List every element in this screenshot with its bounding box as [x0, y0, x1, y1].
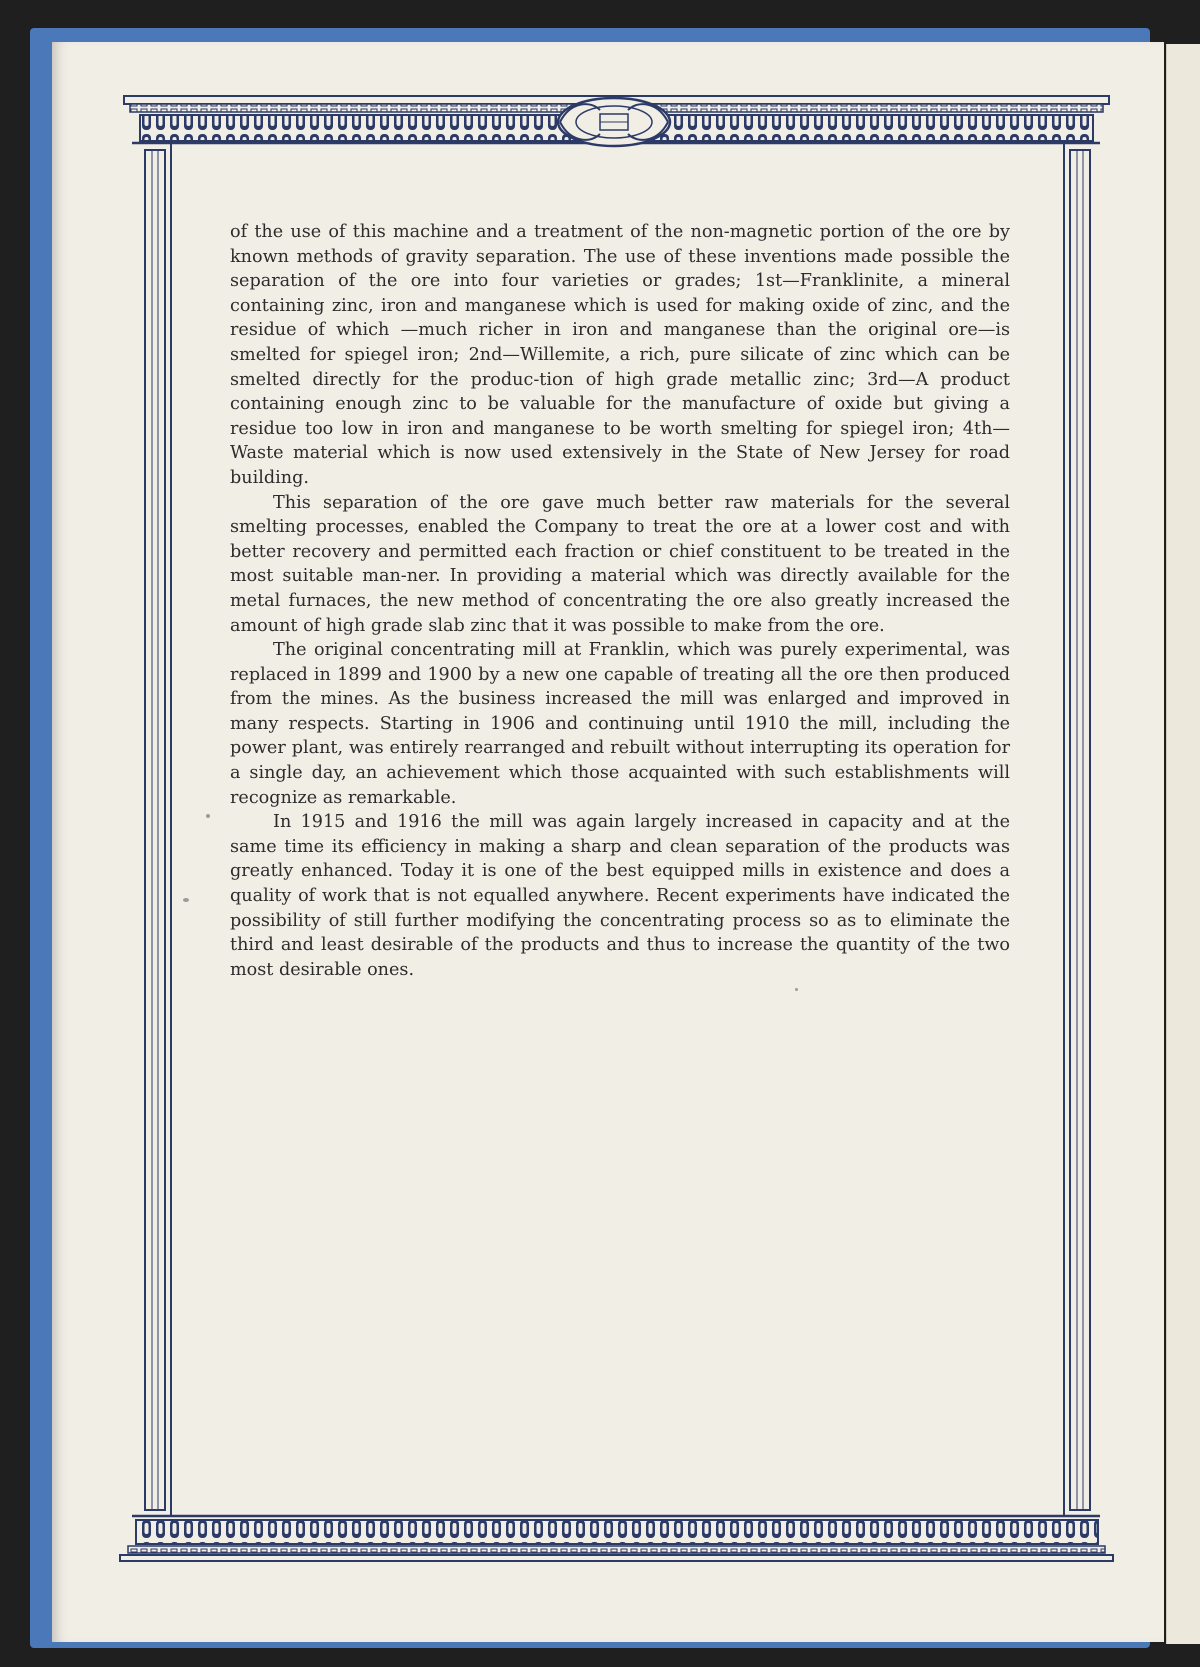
paragraph: This separation of the ore gave much better raw materials for the several smelting processes, enabled the Company to treat the ore at a lower cost and with better recovery and permitted each fraction or chief constituent to be treated in the most suitable man-ner. In providing a material which was directly available for the metal furnaces, the new method of concentrating the ore also greatly increased the amount of high grade slab zinc that it was possible to make from the ore. — [230, 492, 1010, 636]
paper-speck — [795, 988, 798, 991]
paragraph: In 1915 and 1916 the mill was again largely increased in capacity and at the same time its efficiency in making a sharp and clean separation of the products was greatly enhanced. Today it is one of the best equipped mills in existence and does a quality of work that is not equalled anywhere. Recent experiments have indicated the possibility of still further modifying the concentrating process so as to eliminate the third and least desirable of the products and thus to increase the quantity of the two most desirable ones. — [230, 812, 1010, 980]
paper-speck — [206, 814, 210, 818]
paragraph: The original concentrating mill at Franklin, which was purely experimental, was replaced in 1899 and 1900 by a new one capable of treating all the ore then produced from the mines. As the business increased the mill was enlarged and improved in many respects. Starting in 1906 and continuing until 1910 the mill, including the power plant, was entirely rearranged and rebuilt without interrupting its operation for a single day, an achievement which those acquainted with such establishments will recognize as remarkable. — [230, 640, 1010, 808]
paper-speck — [183, 898, 189, 902]
body-text — [230, 220, 1010, 982]
paragraph: of the use of this machine and a treatment of the non-magnetic portion of the ore by known methods of gravity separation. The use of these inventions made possible the separation of the ore into four varieties or grades; 1st—Franklinite, a mineral containing zinc, iron and manganese which is used for making oxide of zinc, and the residue of which —much richer in iron and manganese than the original ore—is smelted for spiegel iron; 2nd—Willemite, a rich, pure silicate of zinc which can be smelted directly for the produc-tion of high grade metallic zinc; 3rd—A product containing enough zinc to be valuable for the manufacture of oxide but giving a residue too low in iron and manganese to be worth smelting for spiegel iron; 4th—Waste material which is now used extensively in the State of New Jersey for road building. — [230, 222, 1010, 488]
facing-page-edge — [1166, 44, 1200, 1644]
